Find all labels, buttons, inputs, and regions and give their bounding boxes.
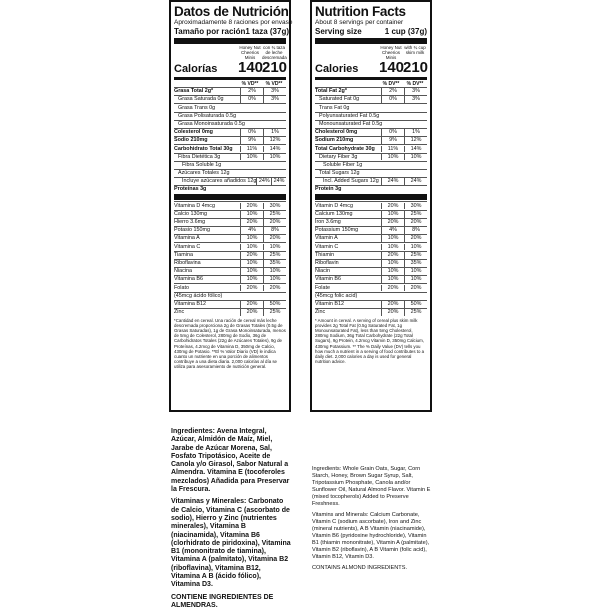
dv-cereal: 4% [240,227,263,234]
nutrient-row [315,120,427,128]
nutrient-name: Calcio 130mg [174,210,207,217]
nutrient-row [174,201,286,209]
nutrient-name: Niacina [174,268,192,275]
nutrient-name: Soluble Fiber 1g [323,161,363,168]
nutrient-row [174,169,286,177]
dv-cereal: 10% [381,268,404,275]
nutrient-row [174,218,286,226]
nutrient-row [315,95,427,103]
nutrient-name: Azúcares Totales 12g [178,170,230,177]
dv-cereal: 0% [381,129,404,136]
dv-cereal: 10% [381,211,404,218]
dv-cereal: 10% [240,268,263,275]
serving-size [315,27,427,37]
dv-cereal: 20% [240,252,263,259]
nutrient-name: Tiamina [174,251,193,258]
nutrient-name: Sodium 210mg [315,137,354,144]
label-title: Nutrition Facts [315,4,406,19]
nutrient-row [174,251,286,259]
nutrient-name: Grasa Saturada 0g [178,96,224,103]
nutrient-name: Zinc [315,309,326,316]
calories-row [174,60,286,76]
dv-with-milk: 50% [404,301,427,308]
dv-cereal: 10% [240,154,263,161]
dv-with-milk: 20% [263,219,286,226]
dv-cereal: 10% [240,235,263,242]
nutrient-row [174,275,286,283]
dv-header-cereal: % VD** [241,81,259,87]
footnote: * Amount in cereal. A serving of cereal plus skim milk provides 2g Total Fat (0.5g Saturated Fat, 1g Monounsaturated Fat), less than 5mg Cholesterol, 280mg Sodium, 36g Total Carbohydrate (22g Total Sugars), 9g Protein, 4.2mcg Vitamin D, 350mg Calcium, 430mg Potassium. ** The % Daily Value (DV) tells you how much a nutrient in a serving of food contributes to a daily diet. 2,000 calories a day is used for general nutrition advice. [315,318,425,364]
dv-with-milk: 35% [404,260,427,267]
serving-size [174,27,289,37]
dv-with-milk: 10% [263,154,286,161]
column-header-cereal: Honey Nut Cheerios Minis [380,45,402,60]
nutrient-row [174,128,286,136]
ingredients-text: Ingredients: Whole Grain Oats, Sugar, Corn Starch, Honey, Brown Sugar Syrup, Salt, Tripotassium Phosphate, Canola and/or Sunflower Oil, Natural Almond Flavor. Vitamin E (mixed tocopherols) Added to Preserve Freshness. [312,466,431,507]
allergen-text: CONTAINS ALMOND INGREDIENTS. [312,565,408,571]
nutrient-row [174,210,286,218]
servings-per-container: About 8 servings per container [315,19,404,26]
nutrient-name: Colesterol 0mg [174,129,213,136]
dv-cereal: 2% [381,88,404,95]
dv-with-milk: 12% [404,137,427,144]
label-title: Datos de Nutrición [174,4,289,19]
nutrient-name: Fibra Soluble 1g [182,161,222,168]
nutrient-name: Total Fat 2g* [315,88,347,95]
nutrient-row [315,251,427,259]
nutrient-name: Grasa Polisaturada 0.5g [178,112,237,119]
nutrient-row [174,112,286,120]
column-header-cereal: Honey Nut Cheerios Minis [239,45,261,60]
nutrient-row [174,87,286,95]
dv-with-milk: 25% [404,309,427,316]
nutrient-name: Polyunsaturated Fat 0.5g [319,112,380,119]
dv-with-milk: 3% [404,96,427,103]
nutrient-name: Vitamina C [174,243,201,250]
dv-header-milk: % VD** [265,81,283,87]
divider [315,77,427,80]
dv-with-milk: 10% [404,268,427,275]
dv-cereal: 0% [240,96,263,103]
nutrient-row [174,242,286,250]
nutrient-name: (45mcg folic acid) [315,292,358,299]
nutrient-row [174,177,286,185]
nutrient-name: Sodio 210mg [174,137,208,144]
dv-header-cereal: % DV** [382,81,400,87]
nutrient-row [315,234,427,242]
vitamins-text: Vitaminas y Minerales: Carbonato de Calcio, Vitamina C (ascorbato de sodio), Hierro y Zinc (nutrientes minerales), Vitamina B (niacinamida), Vitamina B6 (clorhidrato de piridoxina), Vitamina B1 (mononitrato de tiamina), Vitamina A (palmitato), Vitamina B2 (riboflavina), Vitamina B12, Vitamina A B (ácido fólico), Vitamina D3. [171,498,291,589]
dv-cereal: 20% [381,285,404,292]
serving-size-value: 1 cup (37g) [384,27,427,36]
nutrient-name: Proteínas 3g [174,186,207,193]
calories-cereal: 140 [379,59,405,76]
nutrient-name: Grasa Monoinsaturada 0.5g [178,120,245,127]
nutrient-row [315,201,427,209]
nutrient-table [174,87,286,316]
dv-cereal: 10% [240,211,263,218]
column-header-milk: with ¾ cup skim milk [404,45,426,55]
column-headers [315,45,427,60]
dv-with-milk: 35% [263,260,286,267]
dv-with-milk: 25% [263,309,286,316]
calories-row [315,60,427,76]
nutrient-row [315,153,427,161]
dv-cereal: 9% [381,137,404,144]
nutrient-row [174,161,286,169]
dv-with-milk: 30% [263,203,286,210]
nutrient-row [315,300,427,308]
calories-with-milk: 210 [262,59,288,76]
nutrient-row [315,308,427,316]
nutrient-row [315,177,427,185]
nutrient-row [315,136,427,144]
nutrient-row [315,112,427,120]
divider [174,77,286,80]
nutrient-row [174,283,286,291]
nutrient-name: Zinc [174,309,185,316]
ingredients-english [312,466,434,576]
dv-cereal: 10% [240,260,263,267]
nutrient-row [174,144,286,152]
nutrient-name: Protein 3g [315,186,342,193]
nutrient-name: Vitamin D 4mcg [315,202,353,209]
dv-with-milk: 1% [404,129,427,136]
dv-cereal: 10% [381,260,404,267]
nutrient-row [315,128,427,136]
dv-with-milk: 24% [404,178,427,185]
dv-with-milk: 3% [404,88,427,95]
nutrient-row [174,103,286,111]
nutrient-name: Potasio 150mg [174,227,210,234]
dv-with-milk: 14% [404,146,427,153]
dv-with-milk: 24% [271,178,286,185]
nutrient-name: Total Carbohydrate 30g [315,145,375,152]
nutrient-name: Folato [174,284,189,291]
nutrient-row [174,153,286,161]
nutrient-row [174,259,286,267]
nutrient-row [174,95,286,103]
nutrient-row [315,103,427,111]
nutrient-name: Trans Fat 0g [319,104,350,111]
dv-with-milk: 30% [404,203,427,210]
nutrient-table [315,87,427,316]
dv-cereal: 20% [381,252,404,259]
calories-label: Calories [315,63,359,75]
dv-cereal: 20% [240,203,263,210]
nutrient-row [315,259,427,267]
nutrient-name: Riboflavin [315,259,339,266]
dv-with-milk: 20% [263,285,286,292]
dv-cereal: 4% [381,227,404,234]
dv-with-milk: 25% [404,252,427,259]
dv-cereal: 20% [240,309,263,316]
nutrient-name: Vitamin B6 [315,276,341,283]
nutrient-name: (45mcg ácido fólico) [174,292,223,299]
dv-cereal: 24% [256,178,271,185]
divider [174,38,286,44]
dv-header-milk: % DV** [406,81,424,87]
nutrient-name: Vitamina B12 [174,300,206,307]
serving-size-value: 1 taza (37g) [245,27,289,36]
nutrient-row [315,87,427,95]
dv-with-milk: 20% [404,235,427,242]
footnote: *Cantidad en cereal. Una ración de cereal más leche descremada proporciona 2g de Grasas Totales (0.5g de Grasas Saturadas), 1g de Grasa Monoinsaturada, menos de 5mg de Colesterol, 280mg de Sodio, 36g de Carbohidratos Totales (22g de Azúcares Totales), 9g de Proteínas, 4.2mcg de Vitamina D, 350mg de Calcio, 430mg de Potasio. **El % Valor Diario (VD) le indica cuanto un nutriente en una porción de alimentos contribuye a una dieta diaria. 2,000 calorías al día se utiliza para asesoramiento de nutrición general. [174,318,286,369]
dv-cereal: 10% [381,276,404,283]
nutrient-name: Cholesterol 0mg [315,129,358,136]
nutrient-name: Dietary Fiber 3g [319,153,358,160]
nutrient-row [174,226,286,234]
calories-with-milk: 210 [403,59,429,76]
nutrient-name: Vitamina B6 [174,276,203,283]
dv-with-milk: 20% [263,235,286,242]
dv-with-milk: 3% [263,96,286,103]
nutrient-row [174,136,286,144]
nutrient-row [174,120,286,128]
divider [315,38,427,44]
dv-with-milk: 10% [263,268,286,275]
dv-with-milk: 10% [404,244,427,251]
calories-label: Calorías [174,63,218,75]
nutrient-row [174,234,286,242]
divider [174,194,286,200]
nutrient-name: Saturated Fat 0g [319,96,360,103]
nutrition-label-english [310,0,432,412]
serving-size-label: Serving size [315,27,362,36]
dv-cereal: 2% [240,88,263,95]
dv-cereal: 10% [381,244,404,251]
nutrient-name: Grasa Total 2g* [174,88,214,95]
nutrient-row [315,283,427,291]
nutrient-name: Grasa Trans 0g [178,104,216,111]
dv-cereal: 10% [240,244,263,251]
vitamins-text: Vitamins and Minerals: Calcium Carbonate, Vitamin C (sodium ascorbate), Iron and Zinc (mineral nutrients), A B Vitamin (niacinamide), Vitamin B6 (pyridoxine hydrochloride), Vitamin B1 (thiamin mononitrate), Vitamin A (palmitate), Vitamin B2 (riboflavin), A B Vitamin (folic acid), Vitamin B12, Vitamin D3. [312,512,430,560]
dv-with-milk: 50% [263,301,286,308]
ingredients-text: Ingredientes: Avena Integral, Azúcar, Almidón de Maíz, Miel, Jarabe de Azúcar Morena, Sal, Fosfato Tripotásico, Aceite de Canola y/o Girasol, Sabor Natural a Almendra. Vitamina E (tocoferoles mezclados) Añadida para Preservar la Frescura. [171,428,290,494]
dv-with-milk: 10% [404,154,427,161]
dv-cereal: 20% [381,301,404,308]
dv-with-milk: 10% [263,244,286,251]
dv-cereal: 20% [240,301,263,308]
nutrient-row [315,169,427,177]
nutrient-row [315,218,427,226]
dv-cereal: 20% [381,309,404,316]
nutrient-row [315,267,427,275]
nutrient-row [174,185,286,193]
dv-with-milk: 25% [263,252,286,259]
nutrient-name: Monounsaturated Fat 0.5g [319,120,383,127]
nutrient-name: Potassium 150mg [315,227,359,234]
nutrient-name: Fibra Dietética 3g [178,153,221,160]
nutrient-row [174,267,286,275]
dv-with-milk: 8% [404,227,427,234]
servings-per-container: Aproximadamente 8 raciones por envase [174,19,293,26]
nutrient-name: Iron 3.6mg [315,219,341,225]
nutrient-row [315,210,427,218]
dv-cereal: 10% [381,154,404,161]
nutrient-name: Vitamina D 4mcg [174,202,215,209]
nutrient-row [315,226,427,234]
nutrient-name: Incluye azúcares añadidos 12g [182,178,257,185]
dv-cereal: 11% [240,146,263,153]
nutrient-name: Incl. Added Sugars 12g [323,178,379,185]
dv-cereal: 10% [381,235,404,242]
dv-with-milk: 25% [404,211,427,218]
nutrient-row [174,308,286,316]
dv-with-milk: 12% [263,137,286,144]
dv-cereal: 10% [240,276,263,283]
serving-size-label: Tamaño por ración [174,27,246,36]
nutrient-name: Thiamin [315,251,335,258]
dv-with-milk: 10% [263,276,286,283]
nutrient-row [315,185,427,193]
dv-with-milk: 14% [263,146,286,153]
dv-with-milk: 25% [263,211,286,218]
nutrient-row [315,144,427,152]
nutrient-row [315,242,427,250]
dv-cereal: 20% [240,219,263,226]
nutrient-row [315,275,427,283]
nutrient-row [174,300,286,308]
nutrient-row [174,292,286,300]
dv-cereal: 24% [381,178,404,185]
dv-cereal: 0% [240,129,263,136]
dv-with-milk: 20% [404,219,427,226]
dv-with-milk: 1% [263,129,286,136]
dv-cereal: 9% [240,137,263,144]
dv-cereal: 20% [381,219,404,226]
nutrient-name: Total Sugars 12g [319,170,360,177]
nutrition-label-spanish [169,0,291,412]
nutrient-name: Carbohidrato Total 30g [174,145,233,152]
nutrient-name: Vitamin C [315,243,339,250]
dv-cereal: 20% [240,285,263,292]
nutrient-name: Hierro 3.6mg [174,219,206,225]
allergen-text: CONTIENE INGREDIENTES DE ALMENDRAS. [171,593,274,609]
dv-cereal: 20% [381,203,404,210]
nutrient-name: Niacin [315,268,330,275]
ingredients-spanish [171,428,291,614]
divider [315,194,427,200]
nutrient-row [315,292,427,300]
nutrient-name: Vitamina A [174,235,200,242]
nutrient-name: Vitamin A [315,235,338,242]
dv-with-milk: 3% [263,88,286,95]
nutrient-name: Riboflavina [174,259,201,266]
dv-with-milk: 20% [404,285,427,292]
dv-cereal: 0% [381,96,404,103]
column-headers [174,45,286,60]
nutrient-name: Calcium 130mg [315,210,353,217]
calories-cereal: 140 [238,59,264,76]
dv-cereal: 11% [381,146,404,153]
nutrient-row [315,161,427,169]
dv-with-milk: 10% [404,276,427,283]
nutrient-name: Folate [315,284,330,291]
dv-with-milk: 8% [263,227,286,234]
column-header-milk: con ¾ taza de leche descremada [262,45,287,60]
nutrient-name: Vitamin B12 [315,300,344,307]
